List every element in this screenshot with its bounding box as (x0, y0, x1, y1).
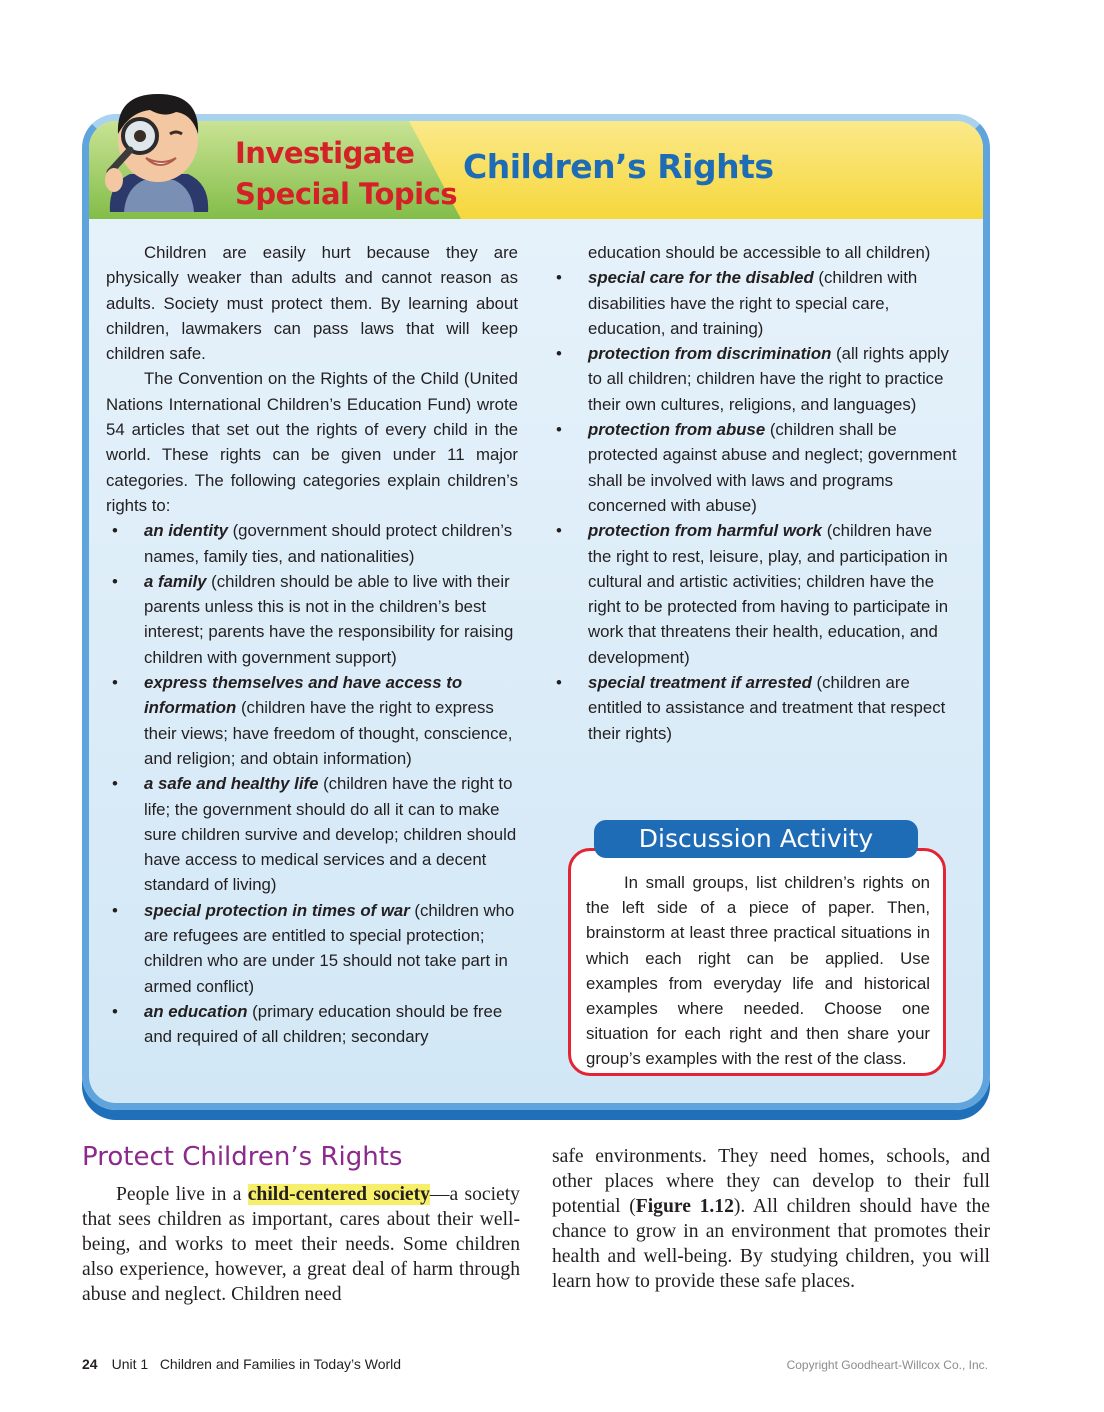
list-item: • special treatment if arrested (children are entitled to assistance and treatment that respect their rights) (550, 670, 958, 746)
feature-banner (89, 121, 983, 219)
intro-paragraph-2: The Convention on the Rights of the Child (United Nations International Children’s Education Fund) wrote 54 articles that set out the rights of every child in the world. These rights can be given under 11 major categories. The following categories explain children’s rights to: (106, 369, 518, 515)
running-head: Unit 1 Children and Families in Today’s World (111, 1356, 402, 1372)
body-paragraph-left: People live in a child-centered society—a society that sees children as important, cares about their well-being, and works to meet their needs. Some children also experience, however, a great deal of harm through abuse and neglect. Children need (82, 1184, 520, 1305)
list-item-continuation: education should be accessible to all children) (588, 243, 931, 262)
list-item: • an education (primary education should be free and required of all children; secondary (106, 999, 518, 1050)
special-topics-label: Investigate Special Topics (235, 136, 458, 211)
list-item: • a safe and healthy life (children have the right to life; the government should do all it can to make sure children survive and develop; children should have access to medical services and a decent standard of living) (106, 771, 518, 897)
list-item: • special protection in times of war (children who are refugees are entitled to special protection; children who are under 15 should not take part in armed conflict) (106, 898, 518, 999)
feature-left-column (106, 240, 518, 1050)
list-item: • special care for the disabled (children with disabilities have the right to special care, education, and training) (550, 265, 958, 341)
list-item: • express themselves and have access to information (children have the right to express their views; have freedom of thought, conscience, and religion; and obtain information) (106, 670, 518, 771)
page-footer-left (82, 1356, 401, 1372)
section-heading: Protect Children’s Rights (82, 1142, 403, 1172)
list-item: • protection from abuse (children shall be protected against abuse and neglect; government shall be involved with laws and programs concerned with abuse) (550, 417, 958, 518)
list-item: • a family (children should be able to live with their parents unless this is not in the children’s best interest; parents have the responsibility for raising children with government support) (106, 569, 518, 670)
figure-reference: Figure 1.12 (635, 1196, 734, 1217)
feature-right-column (550, 240, 958, 746)
list-item: • protection from discrimination (all rights apply to all children; children have the right to practice their own cultures, religions, and languages) (550, 341, 958, 417)
body-paragraph-right: safe environments. They need homes, schools, and other places where they can develop to their full potential (Figure 1.12). All children should have the chance to grow in an environment that promotes their health and well-being. By studying children, you will learn how to provide these safe places. (552, 1146, 990, 1292)
discussion-activity-text: In small groups, list children’s rights on the left side of a piece of paper. Then, brainstorm at least three practical situations in which each right can be applied. Use examples from everyday life and historical examples where needed. Choose one situation for each right and then share your group’s examples with the rest of the class. (586, 873, 930, 1069)
list-item: • protection from harmful work (children have the right to rest, leisure, play, and participation in cultural and artistic activities; children have the right to be protected from having to participate in work that threatens their health, education, and development) (550, 518, 958, 670)
copyright-notice: Copyright Goodheart-Willcox Co., Inc. (786, 1358, 988, 1372)
discussion-activity-heading: Discussion Activity (594, 820, 918, 858)
child-magnifier-illustration (100, 88, 216, 212)
page-number: 24 (82, 1356, 98, 1372)
key-term-highlight: child-centered society (247, 1184, 430, 1205)
list-item: • an identity (government should protect children’s names, family ties, and nationalities) (106, 518, 518, 569)
feature-title: Children’s Rights (463, 147, 774, 186)
intro-paragraph-1: Children are easily hurt because they are physically weaker than adults and cannot reason as adults. Society must protect them. By learning about children, lawmakers can pass laws that will keep children safe. (106, 243, 518, 364)
